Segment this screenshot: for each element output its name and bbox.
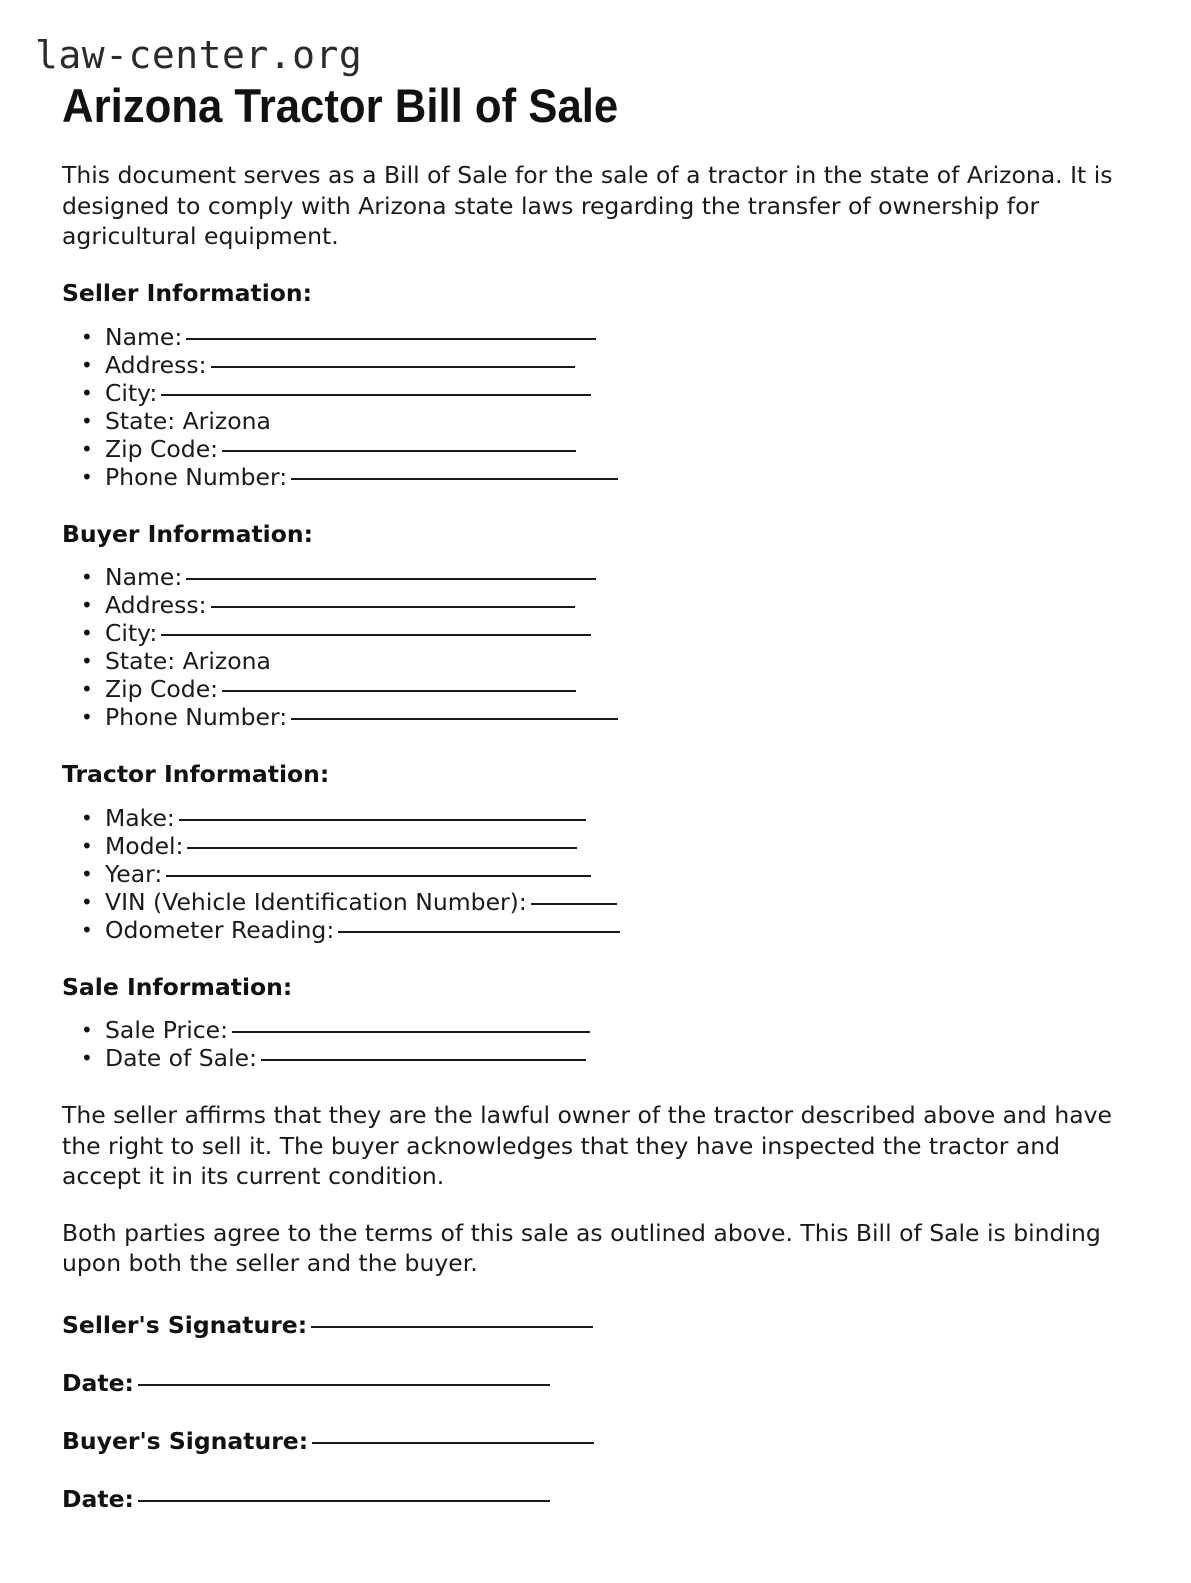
signature-row: [62, 1369, 1131, 1397]
field-row: [105, 591, 1131, 619]
fill-in-line[interactable]: [291, 478, 618, 480]
fill-in-line[interactable]: [232, 1031, 590, 1033]
signature-fill-in-line[interactable]: [138, 1500, 550, 1502]
field-label: Odometer Reading:: [105, 915, 335, 944]
field-label: City:: [105, 619, 158, 648]
field-label: VIN (Vehicle Identification Number):: [105, 887, 527, 916]
field-label: Name:: [105, 563, 183, 592]
field-list: [62, 323, 1131, 491]
signature-row: [62, 1311, 1131, 1339]
field-row: [105, 888, 1131, 916]
signature-label: Buyer's Signature:: [62, 1426, 309, 1455]
fill-in-line[interactable]: [211, 606, 575, 608]
fill-in-line[interactable]: [211, 366, 575, 368]
signature-label: Seller's Signature:: [62, 1310, 308, 1339]
fill-in-line[interactable]: [338, 931, 620, 933]
fill-in-line[interactable]: [222, 450, 576, 452]
site-brand: law-center.org: [35, 33, 363, 77]
fill-in-line[interactable]: [161, 634, 591, 636]
field-label: State:: [105, 647, 176, 676]
fill-in-line[interactable]: [261, 1059, 586, 1061]
field-row: [105, 435, 1131, 463]
field-row: [105, 832, 1131, 860]
field-label: Address:: [105, 591, 207, 620]
field-label: Sale Price:: [105, 1016, 229, 1045]
field-value: Arizona: [175, 647, 271, 676]
field-label: State:: [105, 406, 176, 435]
field-row: [105, 407, 1131, 435]
signature-label: Date:: [62, 1368, 134, 1397]
field-row: [105, 379, 1131, 407]
section-heading: Seller Information:: [62, 278, 313, 307]
field-label: Year:: [105, 859, 163, 888]
form-sections: [62, 278, 1131, 1072]
signature-fill-in-line[interactable]: [311, 1326, 593, 1328]
field-label: Phone Number:: [105, 462, 288, 491]
field-row: [105, 619, 1131, 647]
page-title: Arizona Tractor Bill of Sale: [62, 78, 619, 132]
signature-label: Date:: [62, 1484, 134, 1513]
fill-in-line[interactable]: [179, 819, 586, 821]
field-label: Model:: [105, 831, 184, 860]
field-label: Phone Number:: [105, 703, 288, 732]
field-label: Name:: [105, 322, 183, 351]
field-row: [105, 916, 1131, 944]
fill-in-line[interactable]: [187, 847, 577, 849]
fill-in-line[interactable]: [166, 875, 591, 877]
intro-paragraph: This document serves as a Bill of Sale for the sale of a tractor in the state of Arizona. It is designed to comply with Arizona state laws regarding the transfer of ownership for agricultural equipment.: [62, 161, 1113, 251]
field-label: City:: [105, 378, 158, 407]
fill-in-line[interactable]: [222, 690, 576, 692]
field-label: Zip Code:: [105, 675, 219, 704]
document-body: [62, 132, 1131, 1513]
affirmation-paragraph: The seller affirms that they are the lawful owner of the tractor described above and have the right to sell it. The buyer acknowledges that they have inspected the tractor and accept it in its current condition.: [62, 1101, 1112, 1191]
signature-row: [62, 1427, 1131, 1455]
field-list: [62, 1016, 1131, 1072]
field-row: [105, 860, 1131, 888]
field-row: [105, 323, 1131, 351]
field-row: [105, 351, 1131, 379]
field-row: [105, 563, 1131, 591]
signature-fill-in-line[interactable]: [312, 1442, 594, 1444]
fill-in-line[interactable]: [186, 578, 596, 580]
field-list: [62, 563, 1131, 731]
fill-in-line[interactable]: [161, 394, 591, 396]
field-row: [105, 647, 1131, 675]
field-list: [62, 804, 1131, 944]
field-label: Date of Sale:: [105, 1044, 257, 1073]
field-row: [105, 1044, 1131, 1072]
signature-fill-in-line[interactable]: [138, 1384, 550, 1386]
fill-in-line[interactable]: [531, 903, 617, 905]
section-heading: Tractor Information:: [62, 760, 330, 789]
fill-in-line[interactable]: [291, 718, 618, 720]
field-label: Address:: [105, 350, 207, 379]
field-row: [105, 703, 1131, 731]
field-value: Arizona: [175, 406, 271, 435]
field-row: [105, 804, 1131, 832]
section-heading: Sale Information:: [62, 972, 293, 1001]
signature-row: [62, 1485, 1131, 1513]
field-row: [105, 463, 1131, 491]
fill-in-line[interactable]: [186, 338, 596, 340]
field-row: [105, 675, 1131, 703]
field-row: [105, 1016, 1131, 1044]
field-label: Zip Code:: [105, 434, 219, 463]
agreement-paragraph: Both parties agree to the terms of this sale as outlined above. This Bill of Sale is binding upon both the seller and the buyer.: [62, 1218, 1101, 1278]
section-heading: Buyer Information:: [62, 519, 314, 548]
field-label: Make:: [105, 803, 175, 832]
signature-block: [62, 1311, 1131, 1513]
